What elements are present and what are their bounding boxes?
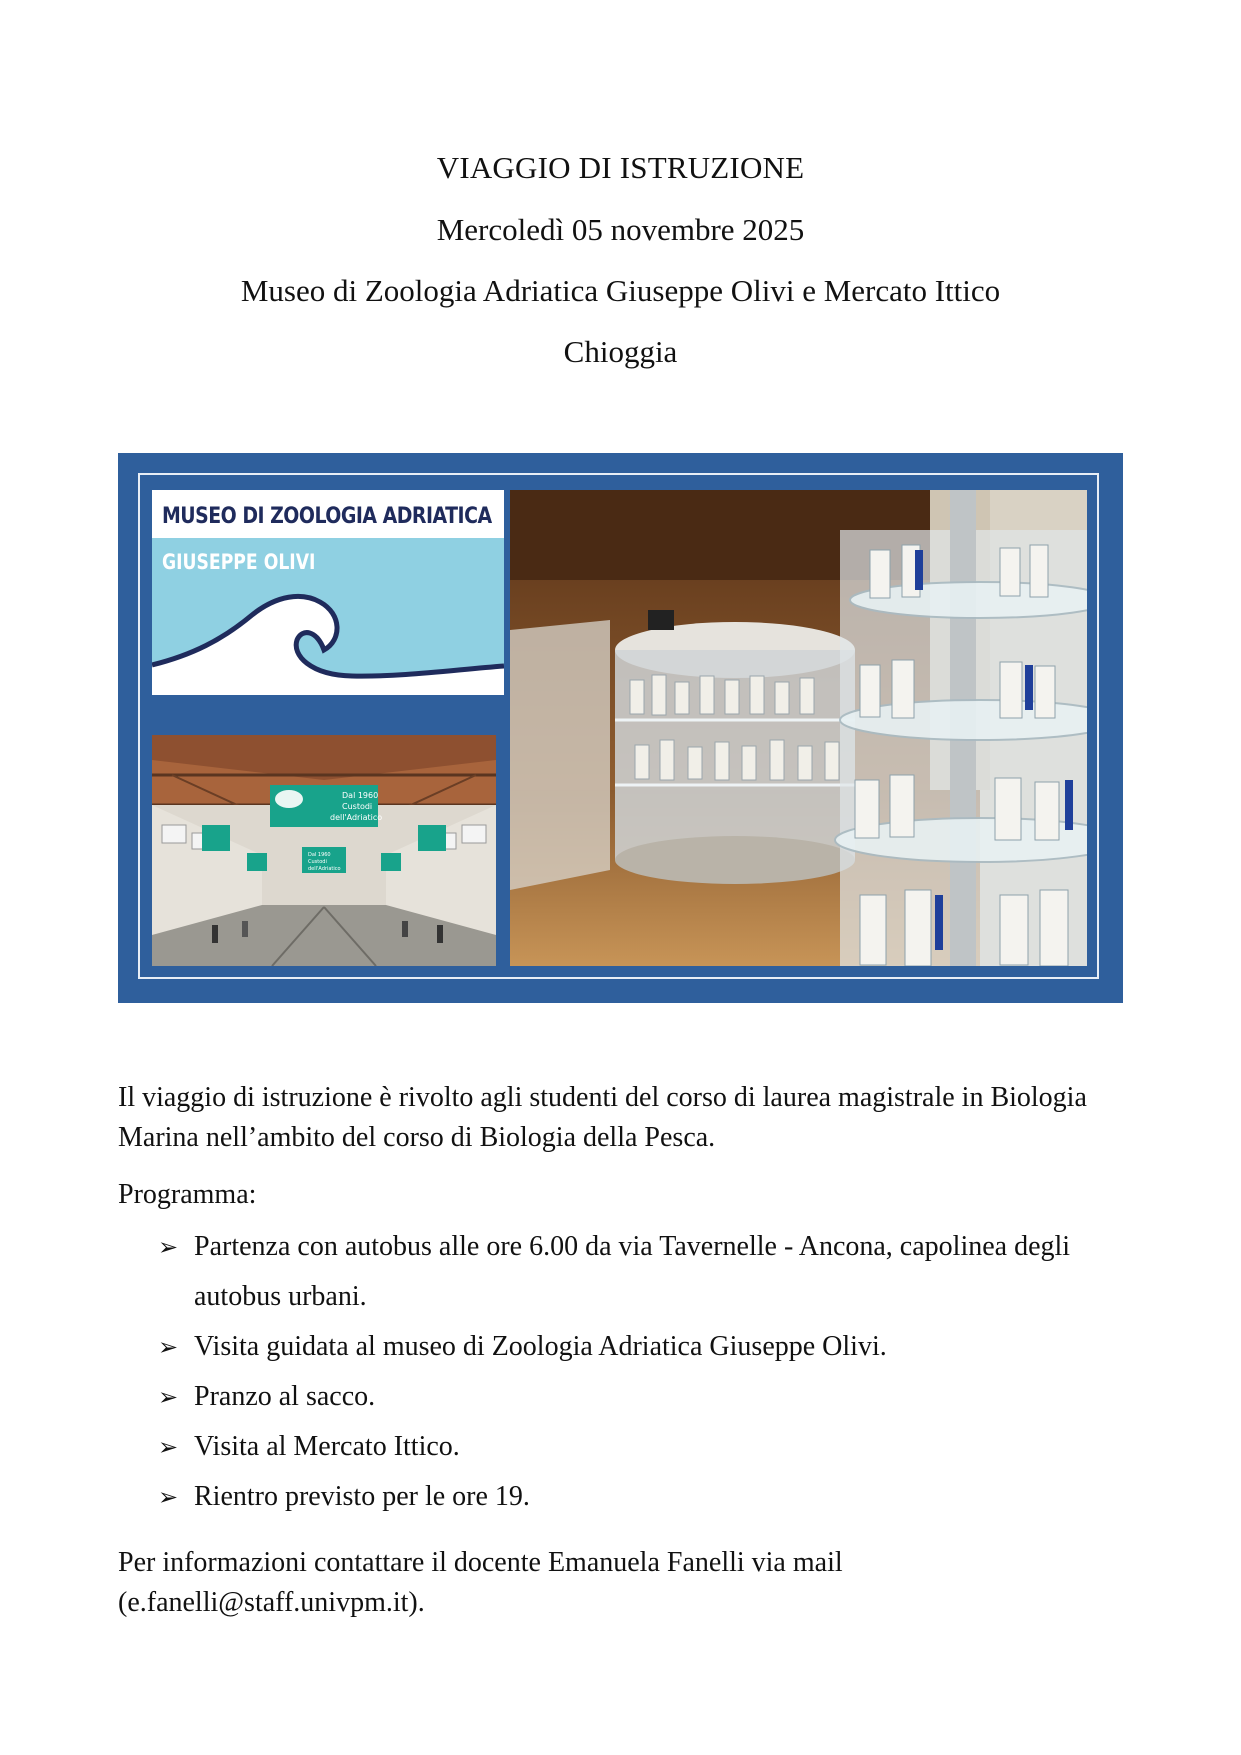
list-item: ➢ Visita al Mercato Ittico. <box>158 1422 1128 1472</box>
date: Mercoledì 05 novembre 2025 <box>436 212 805 247</box>
location: Chioggia <box>563 334 678 369</box>
banner-main-line3: dell'Adriatico <box>330 813 383 822</box>
programma-label: Programma: <box>118 1179 257 1210</box>
banner-main-line1: Dal 1960 <box>342 791 379 800</box>
arrow-bullet-icon: ➢ <box>158 1233 179 1261</box>
intro-paragraph: Il viaggio di istruzione è rivolto agli studenti del corso di laurea magistrale in Biologia Marina nell’ambito del corso di Biologia della Pesca. <box>118 1082 1087 1153</box>
list-item: ➢ Partenza con autobus alle ore 6.00 da via Tavernelle - Ancona, capolinea degli autobus urbani. <box>158 1222 1128 1322</box>
museum-interior-photo <box>510 490 1087 966</box>
banner-main-line2: Custodi <box>342 802 373 811</box>
list-item: ➢ Rientro previsto per le ore 19. <box>158 1472 1128 1522</box>
banner-small-line3: dell'Adriatico <box>308 866 341 872</box>
subtitle: Museo di Zoologia Adriatica Giuseppe Olivi e Mercato Ittico <box>240 273 1001 308</box>
list-item: ➢ Visita guidata al museo di Zoologia Adriatica Giuseppe Olivi. <box>158 1322 1128 1372</box>
arrow-bullet-icon: ➢ <box>158 1383 179 1411</box>
program-list <box>158 1222 1128 1522</box>
arrow-bullet-icon: ➢ <box>158 1433 179 1461</box>
arrow-bullet-icon: ➢ <box>158 1483 179 1511</box>
title: VIAGGIO DI ISTRUZIONE <box>436 150 805 185</box>
museum-logo <box>152 490 504 695</box>
logo-subtitle: GIUSEPPE OLIVI <box>162 550 316 574</box>
arrow-bullet-icon: ➢ <box>158 1333 179 1361</box>
banner-small-line1: Dal 1960 <box>308 852 331 858</box>
banner-small-line2: Custodi <box>308 859 327 865</box>
fish-market-photo <box>152 735 496 966</box>
logo-title: MUSEO DI ZOOLOGIA ADRIATICA <box>162 504 492 529</box>
list-item: ➢ Pranzo al sacco. <box>158 1372 1128 1422</box>
contact-paragraph: Per informazioni contattare il docente Emanuela Fanelli via mail (e.fanelli@staff.univpm.it). <box>118 1547 843 1618</box>
